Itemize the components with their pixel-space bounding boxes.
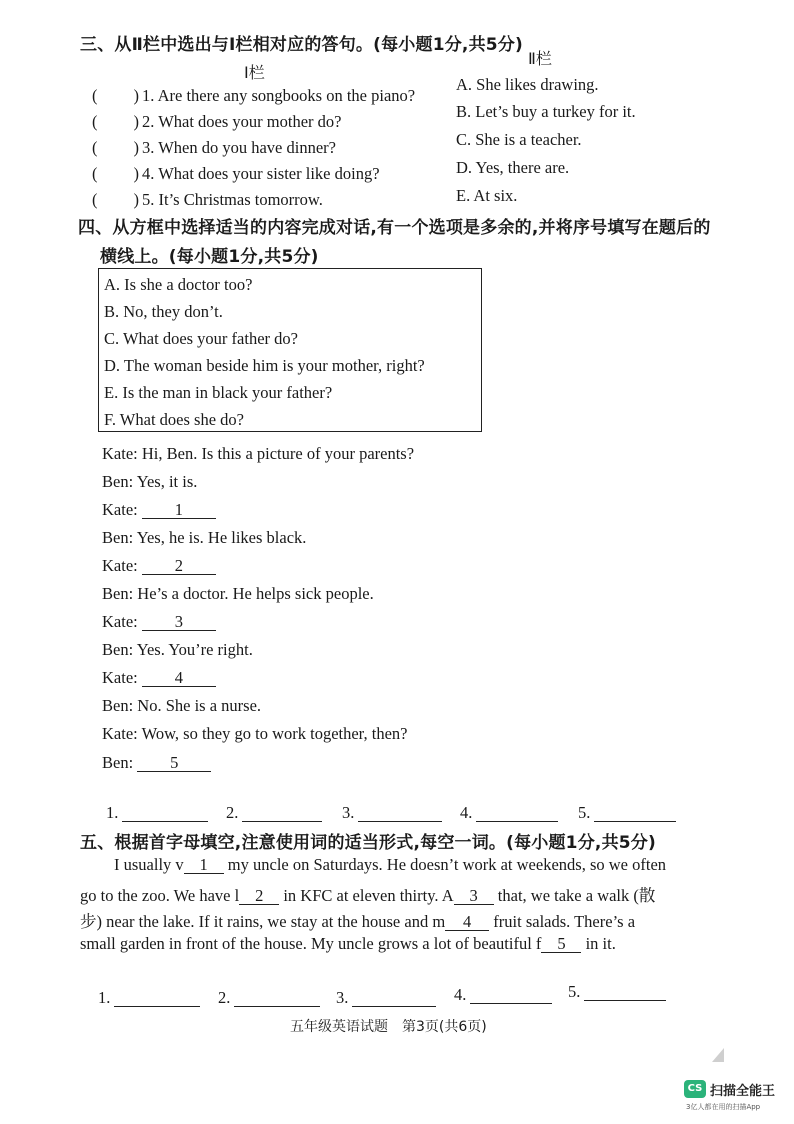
dialogue-line: Kate: 2 — [102, 556, 216, 576]
question-1: 1. Are there any songbooks on the piano? — [142, 86, 416, 105]
section3-title: 三、从Ⅱ栏中选出与Ⅰ栏相对应的答句。(每小题1分,共5分) — [80, 35, 523, 55]
answer-paren[interactable]: ( ) — [92, 164, 139, 183]
dialogue-blank[interactable]: 5 — [137, 754, 211, 772]
dialogue-line: Ben: No. She is a nurse. — [102, 696, 262, 715]
option-b: B. No, they don’t. — [104, 302, 223, 321]
section4-title-line1: 四、从方框中选择适当的内容完成对话,有一个选项是多余的,并将序号填写在题后的 — [78, 218, 711, 238]
passage-blank-1[interactable]: 1 — [184, 857, 224, 874]
dialogue-line: Ben: Yes. You’re right. — [102, 640, 253, 659]
scan-artifact — [712, 1048, 724, 1062]
answer-slot-2[interactable]: 2. — [218, 988, 320, 1008]
option-a: A. Is she a doctor too? — [104, 275, 253, 294]
question-5: 5. It’s Christmas tomorrow. — [142, 190, 323, 209]
camscanner-logo-icon: CS — [684, 1080, 706, 1098]
dialogue-line: Kate: 1 — [102, 500, 216, 520]
answer-slot-1[interactable]: 1. — [106, 803, 208, 823]
section5-title: 五、根据首字母填空,注意使用词的适当形式,每空一词。(每小题1分,共5分) — [80, 833, 656, 853]
dialogue-line: Ben: Yes, it is. — [102, 472, 198, 491]
column2-header: Ⅱ栏 — [528, 49, 552, 68]
passage-blank-4[interactable]: 4 — [445, 914, 489, 931]
options-box — [98, 268, 482, 432]
dialogue-line: Kate: Hi, Ben. Is this a picture of your parents? — [102, 444, 415, 463]
answer-slot-4[interactable]: 4. — [460, 803, 558, 823]
dialogue-blank[interactable]: 1 — [142, 501, 216, 519]
question-3: 3. When do you have dinner? — [142, 138, 336, 157]
passage-blank-5[interactable]: 5 — [541, 936, 581, 953]
option-f: F. What does she do? — [104, 410, 244, 429]
page-footer: 五年级英语试题 第3页(共6页) — [290, 1019, 487, 1035]
answer-slot-4[interactable]: 4. — [454, 985, 552, 1005]
answer-option-b: B. Let’s buy a turkey for it. — [456, 102, 636, 121]
answer-option-d: D. Yes, there are. — [456, 158, 570, 177]
passage-line-1: I usually v 1 my uncle on Saturdays. He doesn’t work at weekends, so we often — [114, 855, 667, 874]
answer-slot-5[interactable]: 5. — [568, 982, 666, 1002]
answer-paren[interactable]: ( ) — [92, 112, 139, 131]
option-d: D. The woman beside him is your mother, right? — [104, 356, 425, 375]
camscanner-tagline: 3亿人都在用的扫描App — [686, 1103, 761, 1111]
option-e: E. Is the man in black your father? — [104, 383, 333, 402]
answer-slot-3[interactable]: 3. — [336, 988, 436, 1008]
dialogue-blank[interactable]: 2 — [142, 557, 216, 575]
passage-line-3: 步) near the lake. If it rains, we stay at the house and m 4 fruit salads. There’s a — [80, 912, 636, 931]
camscanner-brand: 扫描全能王 — [710, 1084, 776, 1099]
answer-paren[interactable]: ( ) — [92, 190, 139, 209]
question-2: 2. What does your mother do? — [142, 112, 342, 131]
question-4: 4. What does your sister like doing? — [142, 164, 380, 183]
passage-blank-3[interactable]: 3 — [454, 888, 494, 905]
passage-line-2: go to the zoo. We have l 2 in KFC at eleven thirty. A 3 that, we take a walk (散 — [80, 886, 656, 905]
option-c: C. What does your father do? — [104, 329, 298, 348]
answer-paren[interactable]: ( ) — [92, 138, 139, 157]
dialogue-line: Kate: Wow, so they go to work together, then? — [102, 724, 408, 743]
answer-option-c: C. She is a teacher. — [456, 130, 582, 149]
dialogue-line: Ben: He’s a doctor. He helps sick people. — [102, 584, 374, 603]
dialogue-line: Ben: 5 — [102, 753, 211, 773]
passage-line-4: small garden in front of the house. My uncle grows a lot of beautiful f 5 in it. — [80, 934, 616, 953]
answer-paren[interactable]: ( ) — [92, 86, 139, 105]
column1-header: Ⅰ栏 — [244, 63, 265, 82]
passage-blank-2[interactable]: 2 — [239, 888, 279, 905]
answer-slot-5[interactable]: 5. — [578, 803, 676, 823]
dialogue-line: Ben: Yes, he is. He likes black. — [102, 528, 307, 547]
dialogue-blank[interactable]: 4 — [142, 669, 216, 687]
answer-option-a: A. She likes drawing. — [456, 75, 599, 94]
answer-slot-3[interactable]: 3. — [342, 803, 442, 823]
dialogue-blank[interactable]: 3 — [142, 613, 216, 631]
section4-title-line2: 横线上。(每小题1分,共5分) — [100, 247, 319, 267]
answer-slot-2[interactable]: 2. — [226, 803, 322, 823]
dialogue-line: Kate: 4 — [102, 668, 216, 688]
dialogue-line: Kate: 3 — [102, 612, 216, 632]
answer-slot-1[interactable]: 1. — [98, 988, 200, 1008]
answer-option-e: E. At six. — [456, 186, 518, 205]
